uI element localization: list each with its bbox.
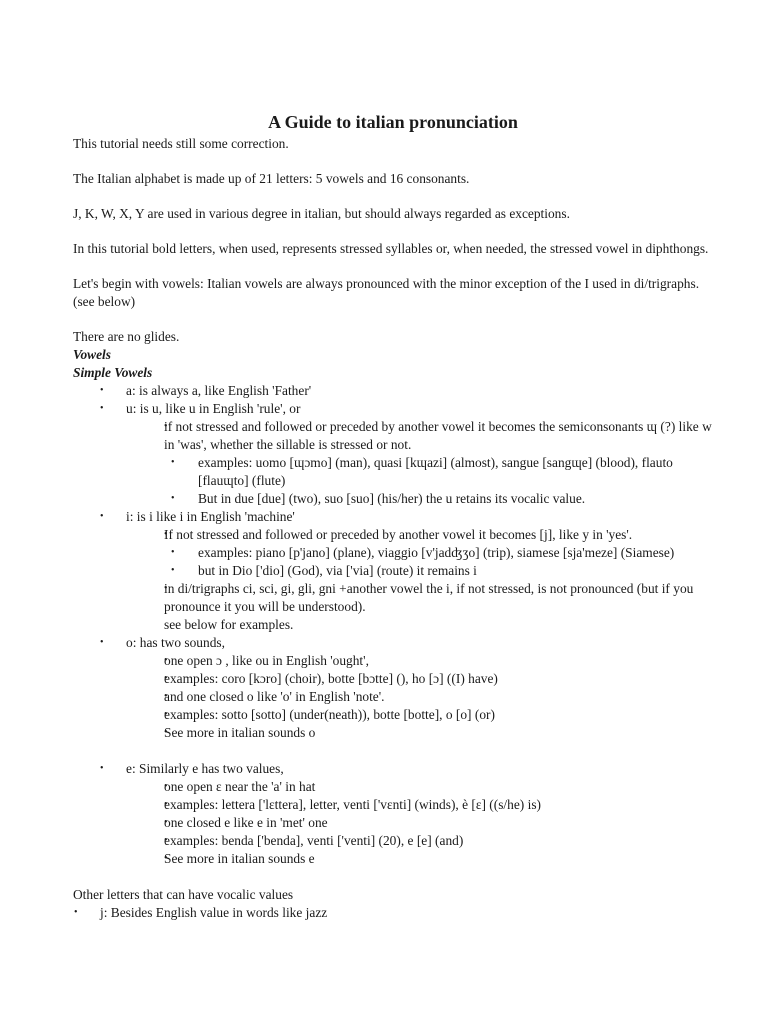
vowel-u <box>73 400 713 508</box>
vowel-e-text: e: Similarly e has two values, <box>126 761 284 776</box>
vowel-o-item-4: • examples: sotto [sotto] (under(neath)), botte [botte], o [o] (or) <box>145 706 713 724</box>
vowel-i-rule-2-text: in di/trigraphs ci, sci, gi, gli, gni +another vowel the i, if not stressed, is not pronounced (but if you pronounce it you will be understood). <box>164 581 694 614</box>
vowel-u-example-2-text: But in due [due] (two), suo [suo] (his/her) the u retains its vocalic value. <box>198 491 586 506</box>
vowel-i-rule-2-note: see below for examples. <box>164 617 294 632</box>
vowel-o-item-5: • See more in italian sounds o <box>145 724 713 742</box>
vowel-a-text: a: is always a, like English 'Father' <box>126 383 312 398</box>
vowel-o-item-3: • and one closed o like 'o' in English 'note'. <box>145 688 713 706</box>
vowel-u-rule-text: if not stressed and followed or preceded by another vowel it becomes the semiconsonants ɰ (?) like w in 'was', whether the sillable is stressed or not. <box>164 419 712 452</box>
vowel-i <box>73 508 713 634</box>
vowel-e <box>73 760 713 868</box>
vowel-e-item-3: • one closed e like e in 'met' one <box>145 814 713 832</box>
vowel-i-rule-1 <box>145 526 713 580</box>
letter-j <box>47 904 713 922</box>
intro-paragraph-1: This tutorial needs still some correction. <box>73 136 289 151</box>
intro-paragraph-5: Let's begin with vowels: Italian vowels are always pronounced with the minor exception of the I used in di/trigraphs. (see below) <box>73 276 700 309</box>
letter-j-text: j: Besides English value in words like jazz <box>100 905 328 920</box>
other-letters-list <box>47 904 713 922</box>
vowel-i-example-2 <box>171 562 713 580</box>
vowel-o-text: o: has two sounds, <box>126 635 225 650</box>
vowel-u-example-1-text: examples: uomo [ɰɔmo] (man), quasi [kɰazi] (almost), sangue [sangɰe] (blood), flauto [flauɰto] (flute) <box>198 455 673 488</box>
vowel-i-example-2-text: but in Dio ['dio] (God), via ['via] (route) it remains i <box>198 563 477 578</box>
page-title: A Guide to italian pronunciation <box>268 112 518 132</box>
vowel-u-sublist <box>145 418 713 508</box>
vowel-list <box>73 382 713 868</box>
intro-paragraph-4: In this tutorial bold letters, when used, represents stressed syllables or, when needed, the stressed vowel in diphthongs. <box>73 241 709 256</box>
vowel-o-item-2: • examples: coro [kɔro] (choir), botte [bɔtte] (), ho [ɔ] ((I) have) <box>145 670 713 688</box>
vowel-o-sublist <box>145 652 713 742</box>
vowel-i-examples <box>171 544 713 580</box>
intro-paragraph-2: The Italian alphabet is made up of 21 letters: 5 vowels and 16 consonants. <box>73 171 470 186</box>
vowel-i-sublist <box>145 526 713 634</box>
vowel-u-rule <box>145 418 713 508</box>
vowel-u-example-2 <box>171 490 713 508</box>
vowel-i-rule-2 <box>145 580 713 634</box>
vowel-i-example-1 <box>171 544 713 562</box>
vowel-e-sublist <box>145 778 713 868</box>
vowel-u-examples <box>171 454 713 508</box>
vowel-e-item-4: • examples: benda ['benda], venti ['venti] (20), e [e] (and) <box>145 832 713 850</box>
heading-vowels: Vowels <box>73 347 111 362</box>
vowel-e-item-1: • one open ɛ near the 'a' in hat <box>145 778 713 796</box>
heading-simple-vowels: Simple Vowels <box>73 365 153 380</box>
vowel-i-example-1-text: examples: piano [p'jano] (plane), viaggio [v'jadʤʒo] (trip), siamese [sja'meze] (Siamese) <box>198 545 675 560</box>
intro-paragraph-6: There are no glides. <box>73 329 180 344</box>
vowel-i-rule-1-text: If not stressed and followed or preceded by another vowel it becomes [j], like y in 'yes'. <box>164 527 633 542</box>
vowel-e-item-5: • See more in italian sounds e <box>145 850 713 868</box>
vowel-e-item-2: • examples: lettera ['lɛttera], letter, venti ['vɛnti] (winds), è [ɛ] ((s/he) is) <box>145 796 713 814</box>
vowel-i-text: i: is i like i in English 'machine' <box>126 509 295 524</box>
vowel-o <box>73 634 713 760</box>
other-letters-heading: Other letters that can have vocalic values <box>73 887 294 902</box>
intro-paragraph-3: J, K, W, X, Y are used in various degree in italian, but should always regarded as exceptions. <box>73 206 570 221</box>
vowel-u-text: u: is u, like u in English 'rule', or <box>126 401 301 416</box>
vowel-a <box>73 382 713 400</box>
vowel-o-item-1: • one open ɔ , like ou in English 'ought', <box>145 652 713 670</box>
document-page <box>73 111 713 922</box>
vowel-u-example-1 <box>171 454 713 490</box>
